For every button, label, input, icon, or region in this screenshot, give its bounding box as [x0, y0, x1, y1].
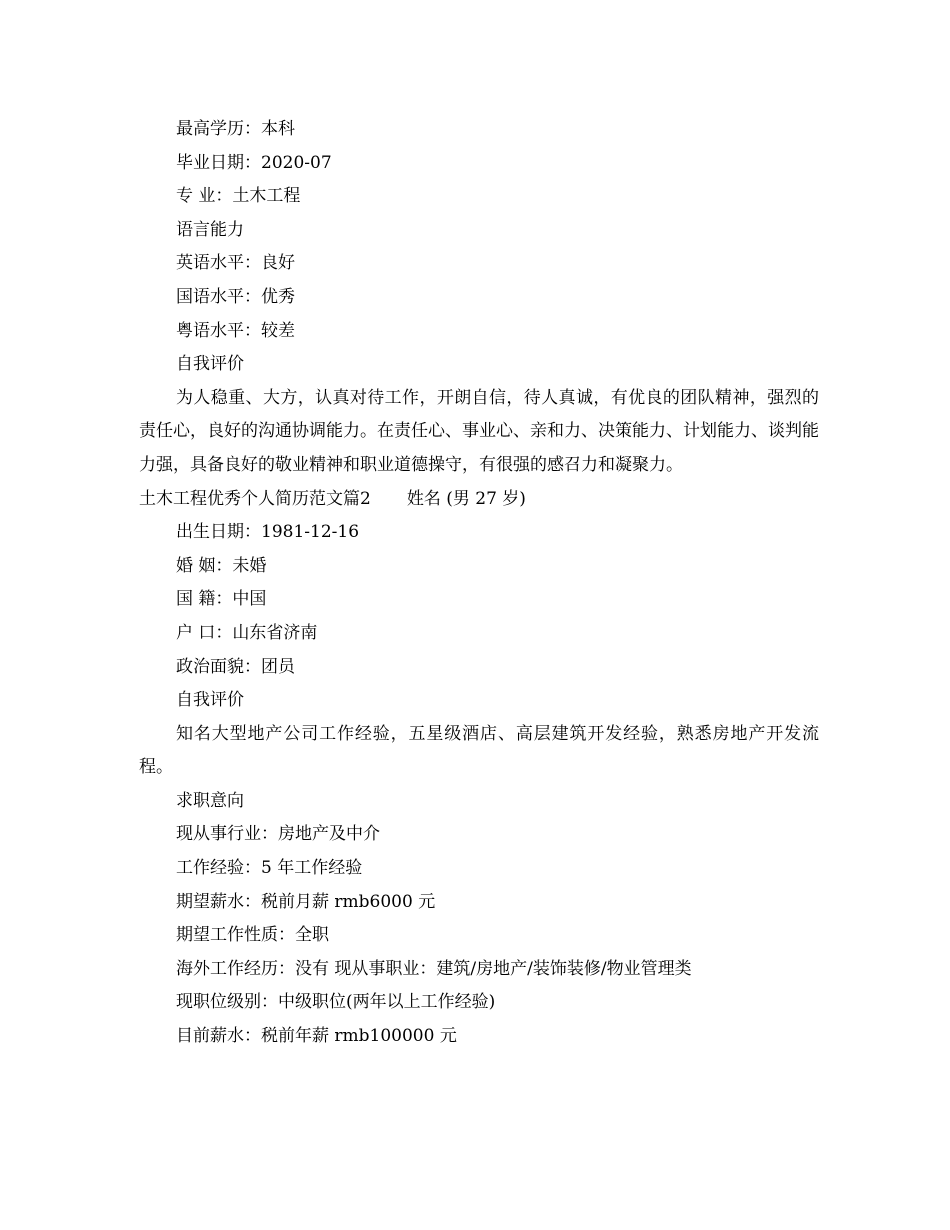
self-evaluation-paragraph: 为人稳重、大方，认真对待工作，开朗自信，待人真诚，有优良的团队精神，强烈的责任心，良好的沟通协调能力。在责任心、事业心、亲和力、决策能力、计划能力、谈判能力强，具备良好的敬业精神和职业道德操守，有很强的感召力和凝聚力。 [139, 387, 819, 475]
expected-salary-line: 期望薪水：税前月薪 rmb6000 元 [176, 891, 436, 912]
experience-line: 工作经验：5 年工作经验 [176, 858, 363, 879]
resume-body [139, 113, 819, 1054]
language-heading: 语言能力 [176, 219, 244, 240]
graduation-date-line: 毕业日期：2020-07 [176, 152, 332, 173]
resume2-title: 土木工程优秀个人简历范文篇2 [139, 488, 371, 509]
political-status-line: 政治面貌：团员 [176, 656, 295, 677]
resume2-title-line [139, 483, 819, 517]
position-level-line: 现职位级别：中级职位(两年以上工作经验) [176, 992, 496, 1013]
mandarin-level-line: 国语水平：优秀 [176, 286, 295, 307]
education-line: 最高学历：本科 [176, 119, 295, 139]
birth-date-line: 出生日期：1981-12-16 [176, 522, 360, 543]
industry-line: 现从事行业：房地产及中介 [176, 824, 380, 845]
job-intent-heading: 求职意向 [176, 790, 244, 811]
resume2-self-evaluation-heading: 自我评价 [176, 690, 244, 711]
hukou-line: 户 口：山东省济南 [176, 622, 318, 643]
overseas-experience-line: 海外工作经历：没有 现从事职业：建筑/房地产/装饰装修/物业管理类 [176, 958, 692, 979]
marriage-line: 婚 姻：未婚 [176, 555, 267, 576]
resume2-self-evaluation-paragraph: 知名大型地产公司工作经验，五星级酒店、高层建筑开发经验，熟悉房地产开发流程。 [139, 723, 819, 778]
self-evaluation-heading: 自我评价 [176, 354, 244, 375]
cantonese-level-line: 粤语水平：较差 [176, 320, 295, 341]
nationality-line: 国 籍：中国 [176, 589, 267, 610]
resume2-name: 姓名 (男 27 岁) [406, 488, 526, 509]
current-salary-line: 目前薪水：税前年薪 rmb100000 元 [176, 1026, 457, 1047]
major-line: 专 业：土木工程 [176, 186, 301, 207]
english-level-line: 英语水平：良好 [176, 253, 295, 274]
job-type-line: 期望工作性质：全职 [176, 925, 329, 946]
